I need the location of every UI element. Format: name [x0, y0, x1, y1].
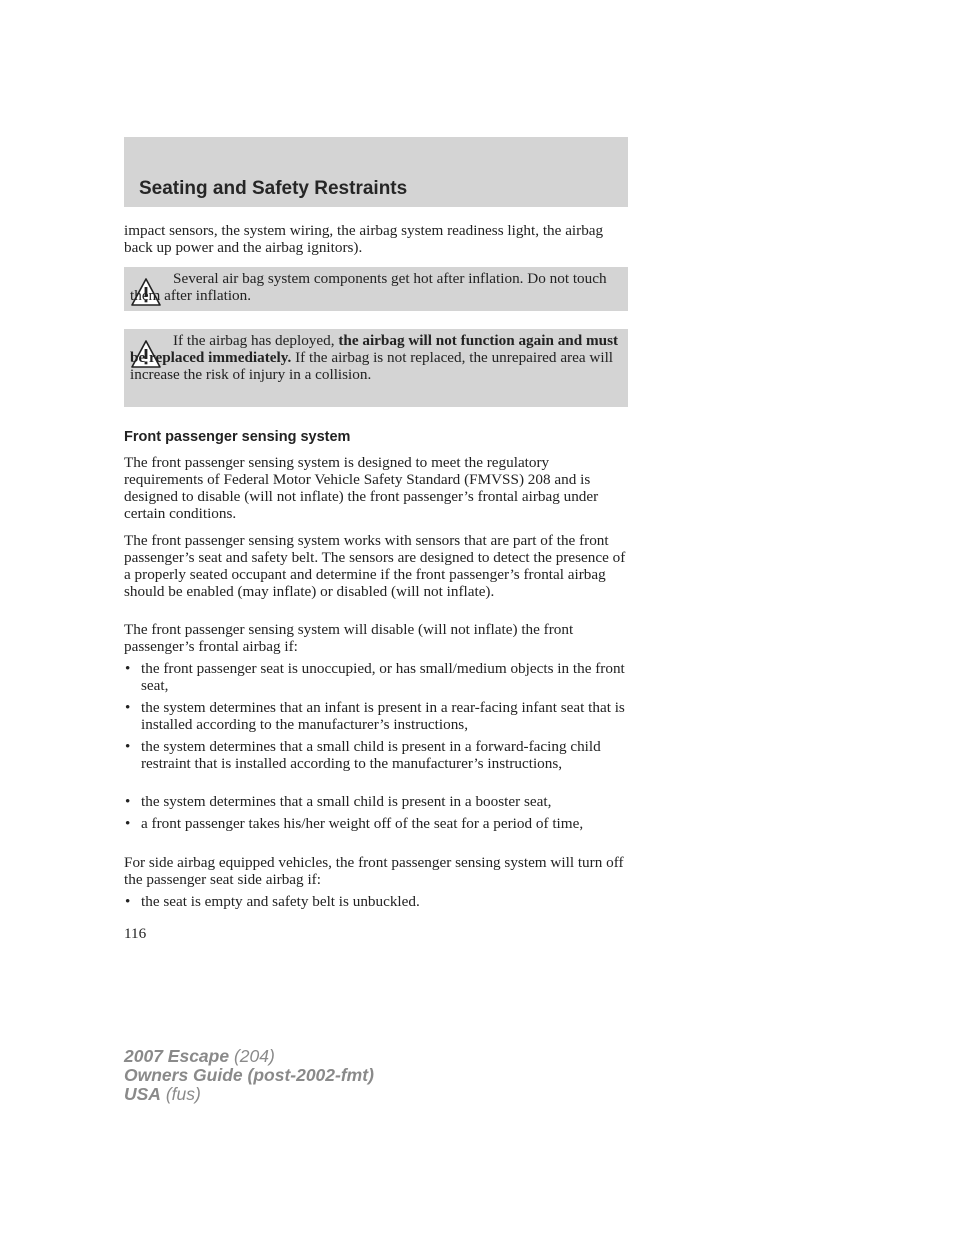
bullet-dot: • [125, 793, 131, 810]
paragraph-1: The front passenger sensing system is designed to meet the regulatory requirements of Federal Motor Vehicle Safety Standard (FMVSS) 208 and is designed to disable (will not inflate) the front passenger’s frontal airbag under certain conditions. [124, 454, 599, 522]
bullet-dot: • [125, 738, 131, 755]
paragraph-2: The front passenger sensing system works with sensors that are part of the front passenger’s seat and safety belt. The sensors are designed to detect the presence of a properly seated occupant and determine if the front passenger’s frontal airbag should be enabled (may inflate) or disabled (will not inflate). [124, 532, 626, 600]
warning-text [130, 332, 622, 383]
list-item-text: the system determines that a small child is present in a forward-facing child restraint that is installed according to the manufacturer’s instructions, [141, 738, 601, 772]
paragraph-side-airbag: For side airbag equipped vehicles, the front passenger sensing system will turn off the passenger seat side airbag if: [124, 854, 624, 888]
bullet-dot: • [125, 699, 131, 716]
bullet-dot: • [125, 660, 131, 677]
footer-line-guide: Owners Guide (post-2002-fmt) [124, 1065, 374, 1085]
list-item-text: the seat is empty and safety belt is unbuckled. [141, 893, 420, 910]
page-number: 116 [124, 925, 147, 942]
section-title: Seating and Safety Restraints [139, 178, 408, 199]
warning-text-emphasis: the airbag will not function again and must be replaced immediately. [130, 332, 619, 366]
list-item-text: the front passenger seat is unoccupied, or has small/medium objects in the front seat, [141, 660, 625, 694]
section-header-band [124, 137, 628, 207]
footer-line-model: 2007 Escape (204) [124, 1046, 275, 1066]
subsection-heading: Front passenger sensing system [124, 429, 351, 445]
warning-text-content: Several air bag system components get hot after inflation. Do not touch them after inflation. [130, 270, 607, 304]
warning-text-lead: If the airbag has deployed, [173, 332, 339, 349]
warning-box-airbag-deployed [124, 329, 628, 407]
intro-paragraph: impact sensors, the system wiring, the airbag system readiness light, the airbag back up power and the airbag ignitors). [124, 222, 604, 256]
warning-text [130, 270, 622, 304]
paragraph-3: The front passenger sensing system will disable (will not inflate) the front passenger’s frontal airbag if: [124, 621, 574, 655]
warning-box-hot-components [124, 267, 628, 311]
document-footer [124, 1047, 374, 1104]
bullet-dot: • [125, 893, 131, 910]
warning-text-tail: If the airbag is not replaced, the unrepaired area will increase the risk of injury in a collision. [130, 349, 614, 383]
footer-line-market: USA (fus) [124, 1084, 201, 1104]
list-item-text: the system determines that a small child is present in a booster seat, [141, 793, 552, 810]
list-item-text: the system determines that an infant is present in a rear-facing infant seat that is installed according to the manufacturer’s instructions, [141, 699, 625, 733]
bullet-dot: • [125, 815, 131, 832]
list-item-text: a front passenger takes his/her weight off of the seat for a period of time, [141, 815, 584, 832]
